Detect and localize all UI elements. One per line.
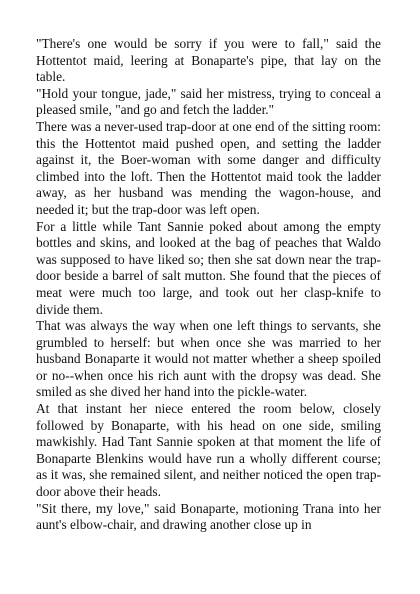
paragraph-3: There was a never-used trap-door at one end of the sitting room: this the Hottentot maid pushed open, and setting the ladder against it, the Boer-woman with some danger and difficulty climbed into the loft. Then the Hottentot maid took the ladder away, as her husband was mending the wagon-house, and needed it; but the trap-door was left open. bbox=[36, 118, 381, 217]
paragraph-1: "There's one would be sorry if you were to fall," said the Hottentot maid, leering at Bonaparte's pipe, that lay on the table. bbox=[36, 36, 381, 85]
paragraph-2: "Hold your tongue, jade," said her mistress, trying to conceal a pleased smile, "and go and fetch the ladder." bbox=[36, 85, 381, 118]
paragraph-7: "Sit there, my love," said Bonaparte, motioning Trana into her aunt's elbow-chair, and drawing another close up in bbox=[36, 500, 381, 533]
book-page bbox=[36, 36, 381, 534]
paragraph-4: For a little while Tant Sannie poked about among the empty bottles and skins, and looked at the bag of peaches that Waldo was supposed to have liked so; then she sat down near the trap-door beside a barrel of salt mutton. She found that the pieces of meat were much too large, and took out her clasp-knife to divide them. bbox=[36, 218, 381, 317]
paragraph-5: That was always the way when one left things to servants, she grumbled to herself: but when once she was married to her husband Bonaparte it would not matter whether a sheep spoiled or no--when once his rich aunt with the dropsy was dead. She smiled as she dived her hand into the pickle-water. bbox=[36, 318, 381, 400]
paragraph-6: At that instant her niece entered the room below, closely followed by Bonaparte, with his head on one side, smiling mawkishly. Had Tant Sannie spoken at that moment the life of Bonaparte Blenkins would have run a wholly different course; as it was, she remained silent, and neither noticed the open trap-door above their heads. bbox=[36, 401, 381, 500]
